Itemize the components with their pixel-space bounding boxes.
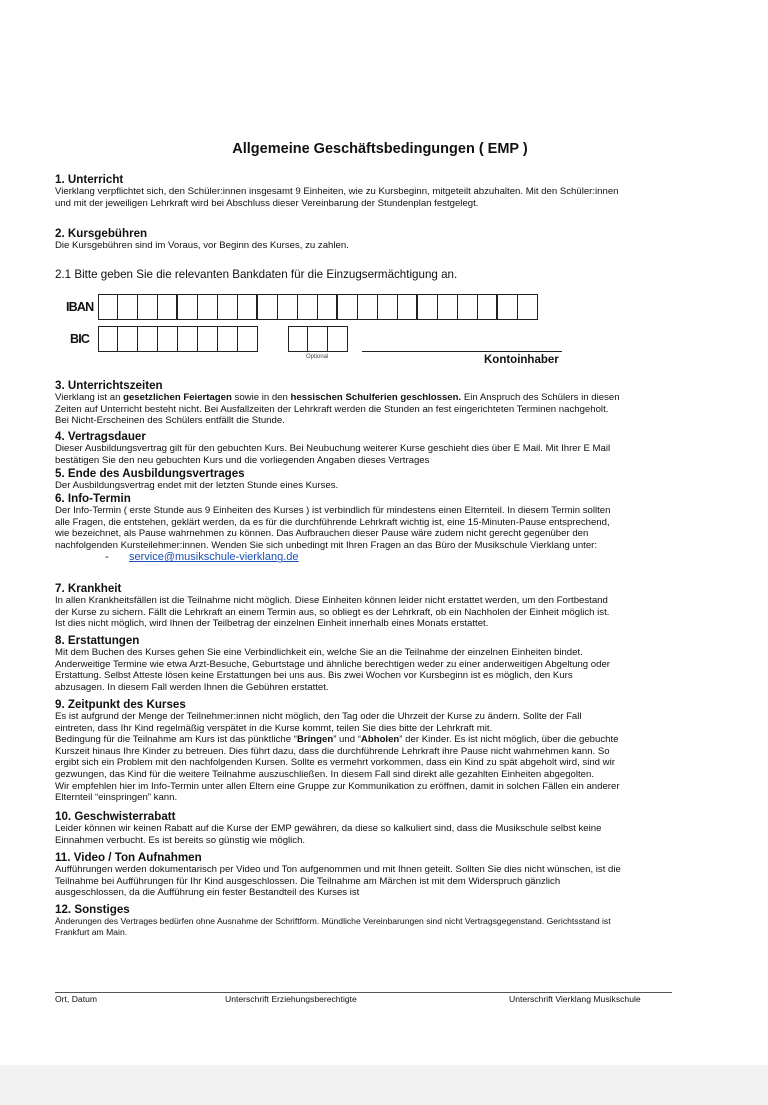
bic-field[interactable]: [98, 326, 258, 352]
text-span: Ein Anspruch des Schülers in diesen: [461, 392, 620, 403]
section-text-line: Wir empfehlen hier im Info-Termin unter allen Eltern eine Gruppe zur Kommunikation zu eröffnen, damit in solchen Fällen ein anderer: [55, 780, 620, 792]
document-title: Allgemeine Geschäftsbedingungen ( EMP ): [232, 141, 528, 157]
bic-cell[interactable]: [328, 326, 348, 352]
iban-cell[interactable]: [418, 294, 438, 320]
section-text-line: alle Fragen, die entstehen, geklärt werden, da es für die durchführende Lehrkraft wichtig ist, eine 15-Minuten-Pause entsprechend,: [55, 516, 610, 528]
iban-cell[interactable]: [278, 294, 298, 320]
section-text-line: Einnahmen verbucht. Es ist bereits so günstig wie möglich.: [55, 834, 306, 846]
bold-span: Bringen: [296, 734, 334, 746]
school-signature-label: Unterschrift Vierklang Musikschule: [509, 994, 641, 1004]
section-text-line: Bei Nicht-Erscheinen des Schülers entfällt die Stunde.: [55, 415, 285, 427]
section-heading: 2. Kursgebühren: [55, 227, 148, 240]
iban-cell[interactable]: [338, 294, 358, 320]
section-text-line: Erstattung. Selbst Atteste lösen keine Erstattungen bei uns aus. Bis zwei Wochen vor Kursbeginn ist es möglich, den Kurs: [55, 670, 573, 682]
section-text-line: Kurszeit hinaus Ihre Kinder zu betreuen. Dies führt dazu, dass die durchführende Lehrkraft ihre Pause nicht wahrnehmen kann. So: [55, 745, 610, 757]
iban-cell[interactable]: [238, 294, 258, 320]
section-vertragsdauer: [55, 430, 680, 466]
bic-label: BIC: [70, 332, 90, 346]
iban-field[interactable]: [98, 294, 538, 320]
section-heading: 8. Erstattungen: [55, 634, 140, 647]
section-text-line: Anderweitige Termine wie etwa Arzt-Besuche, Geburtstage und ähnliche berechtigen weder zu einer anderweitigen Abgeltung oder: [55, 658, 611, 670]
section-heading: 12. Sonstiges: [55, 903, 130, 916]
section-text-line: [55, 734, 680, 746]
section-text-line: eintreten, dass Ihr Kind regelmäßig verspätet in die Kurse kommt, teilen Sie dies bitte der Lehrkraft mit.: [55, 722, 493, 734]
email-link[interactable]: service@musikschule-vierklang.de: [129, 551, 299, 564]
section-text-line: wie bezeichnet, als Pause wahrnehmen zu können. Das Aufbrauchen dieser Pause wäre zudem nicht gerecht gegenüber den: [55, 528, 589, 540]
section-text-line: Die Kursgebühren sind im Voraus, vor Beginn des Kurses, zu zahlen.: [55, 240, 349, 251]
section-heading: 7. Krankheit: [55, 582, 122, 595]
iban-cell[interactable]: [178, 294, 198, 320]
place-date-label: Ort, Datum: [55, 994, 98, 1004]
section-text-line: Dieser Ausbildungsvertrag gilt für den gebuchten Kurs. Bei Neubuchung weiterer Kurse geschieht dies über E Mail. Mit Ihrer E Mail: [55, 443, 611, 454]
iban-cell[interactable]: [358, 294, 378, 320]
section-text-line: Der Info-Termin ( erste Stunde aus 9 Einheiten des Kurses ) ist verbindlich für mindestens einen Elternteil. In diesem Termin sollten: [55, 505, 611, 516]
iban-cell[interactable]: [218, 294, 238, 320]
iban-cell[interactable]: [138, 294, 158, 320]
email-bullet-line: [55, 551, 680, 564]
section-text-line: ergibt sich ein Problem mit den nachfolgenden Kursen. Sollte es vermehrt vorkommen, dass ein Kind zu spät abgeholt wird, sind wir: [55, 757, 615, 769]
section-text-line: Leider können wir keinen Rabatt auf die Kurse der EMP gewähren, da diese so kalkuliert sind, dass die Musikschule selbst keine: [55, 823, 602, 834]
iban-cell[interactable]: [438, 294, 458, 320]
section-text-line: Teilnahme bei Aufführungen für Ihr Kind ausgeschlossen. Die Teilnahme am Märchen ist mit dem Widerspruch gänzlich: [55, 875, 561, 887]
section-text-line: und mit der jeweiligen Lehrkraft wird bei Abschluss dieser Vereinbarung der Stundenplan festgelegt.: [55, 197, 479, 209]
section-unterrichtszeiten: [55, 379, 680, 427]
section-text-line: Zeiten auf Unterricht besteht nicht. Bei Ausfallzeiten der Lehrkraft werden die Stunden an fest eingerichteten Terminen nachgeholt.: [55, 403, 609, 415]
iban-cell[interactable]: [158, 294, 178, 320]
account-holder-label: Kontoinhaber: [484, 354, 559, 366]
bic-cell[interactable]: [308, 326, 328, 352]
section-text-line: Der Ausbildungsvertrag endet mit der letzten Stunde eines Kurses.: [55, 480, 339, 491]
iban-cell[interactable]: [258, 294, 278, 320]
iban-cell[interactable]: [378, 294, 398, 320]
section-text-line: In allen Krankheitsfällen ist die Teilnahme nicht möglich. Diese Einheiten können leider nicht erstattet werden, um den Fortbestand: [55, 595, 608, 606]
section-text-line: abzusagen. In diesem Fall werden Ihnen die Gebühren erstattet.: [55, 681, 329, 693]
bic-cell[interactable]: [198, 326, 218, 352]
text-span: ” der Kinder. Es ist nicht möglich, über die gebuchte: [399, 734, 619, 746]
section-heading: 9. Zeitpunkt des Kurses: [55, 698, 186, 711]
bic-cell[interactable]: [238, 326, 258, 352]
bold-span: gesetzlichen Feiertagen: [123, 392, 232, 403]
section-text-line: Elternteil “einspringen” kann.: [55, 792, 178, 804]
iban-label: IBAN: [66, 300, 94, 314]
iban-cell[interactable]: [498, 294, 518, 320]
section-text-line: Mit dem Buchen des Kurses gehen Sie eine Verbindlichkeit ein, welche Sie an die Teilnahme der einzelnen Einheiten bindet.: [55, 647, 583, 658]
bullet-dash: -: [105, 551, 109, 564]
section-heading: 10. Geschwisterrabatt: [55, 810, 176, 823]
iban-cell[interactable]: [398, 294, 418, 320]
section-erstattungen: [55, 634, 680, 693]
bold-span: hessischen Schulferien geschlossen.: [290, 392, 462, 403]
section-sonstiges: [55, 903, 680, 938]
section-heading: 1. Unterricht: [55, 173, 124, 186]
section-text-line: Vierklang verpflichtet sich, den Schüler:innen insgesamt 9 Einheiten, wie zu Kursbeginn, mitgeteilt abzuhalten. Mit den Schüler:innen: [55, 186, 619, 197]
text-span: Bedingung für die Teilnahme am Kurs ist das pünktliche “: [55, 734, 297, 746]
bic-cell[interactable]: [218, 326, 238, 352]
section-ende-ausbildungsvertrag: [55, 467, 680, 492]
section-text-line: gezwungen, das Kind für die weitere Teilnahme auszuschließen. In diesem Fall sind direkt alle gezahlten Einheiten abgegolten.: [55, 768, 595, 780]
iban-cell[interactable]: [118, 294, 138, 320]
text-span: sowie in den: [231, 392, 291, 403]
bic-cell[interactable]: [158, 326, 178, 352]
text-span: Vierklang ist an: [55, 392, 124, 403]
bic-cell[interactable]: [138, 326, 158, 352]
bic-cell[interactable]: [118, 326, 138, 352]
iban-cell[interactable]: [198, 294, 218, 320]
section-geschwisterrabatt: [55, 810, 680, 846]
section-text-line: Änderungen des Vertrages bedürfen ohne Ausnahme der Schriftform. Mündliche Vereinbarungen sind nicht Vertragsgegenstand. Gerichtsstand ist: [55, 916, 611, 926]
bic-optional-field[interactable]: [288, 326, 348, 352]
section-text-line: der Kurse zu sichern. Fällt die Lehrkraft an einem Termin aus, so obliegt es der Lehrkraft, ob ein Nachholen der Einheit möglich ist.: [55, 606, 610, 618]
bank-intro-text: 2.1 Bitte geben Sie die relevanten Bankdaten für die Einzugsermächtigung an.: [55, 268, 458, 281]
section-text-line: ausgeschlossen, da die Aufführung ein fester Bestandteil des Kurses ist: [55, 887, 360, 899]
page-bottom-margin: [0, 1065, 768, 1105]
section-text-line: Ist dies nicht möglich, wird Ihnen der Teilbetrag der einzelnen Einheit innerhalb eines Monats erstattet.: [55, 618, 489, 630]
section-heading: 6. Info-Termin: [55, 492, 131, 505]
signature-line[interactable]: [55, 992, 672, 993]
bic-cell[interactable]: [178, 326, 198, 352]
section-text-line: Frankfurt am Main.: [55, 927, 128, 937]
section-text-line: bestätigen Sie den neu gebuchten Kurs und die vorliegenden Angaben dieses Vertrages: [55, 454, 430, 466]
optional-label: Optional: [306, 354, 329, 360]
section-heading: 4. Vertragsdauer: [55, 430, 146, 443]
bold-span: Abholen: [360, 734, 400, 746]
iban-cell[interactable]: [458, 294, 478, 320]
section-zeitpunkt: [55, 698, 680, 804]
account-holder-line[interactable]: [362, 351, 562, 352]
iban-cell[interactable]: [518, 294, 538, 320]
iban-cell[interactable]: [298, 294, 318, 320]
section-info-termin: [55, 492, 680, 564]
text-span: ” und “: [333, 734, 361, 746]
section-heading: 11. Video / Ton Aufnahmen: [55, 851, 202, 864]
guardian-signature-label: Unterschrift Erziehungsberechtigte: [225, 994, 357, 1004]
section-text-line: Aufführungen werden dokumentarisch per Video und Ton aufgenommen und mit Ihnen geteilt. Sollten Sie dies nicht wünschen, ist die: [55, 864, 621, 875]
section-unterricht: [55, 173, 680, 209]
section-krankheit: [55, 582, 680, 630]
section-heading: 5. Ende des Ausbildungsvertrages: [55, 467, 245, 480]
bic-cell[interactable]: [98, 326, 118, 352]
iban-cell[interactable]: [318, 294, 338, 320]
iban-cell[interactable]: [478, 294, 498, 320]
section-heading: 3. Unterrichtszeiten: [55, 379, 163, 392]
bic-cell[interactable]: [288, 326, 308, 352]
section-text-line: nachfolgenden Kursteilehmer:innen. Wenden Sie sich unbedingt mit Ihren Fragen an das Büro der Musikschule Vierklang unter:: [55, 539, 598, 551]
section-text-line: [55, 392, 680, 404]
iban-cell[interactable]: [98, 294, 118, 320]
section-text-line: Es ist aufgrund der Menge der Teilnehmer:innen nicht möglich, den Tag oder die Uhrzeit der Kurse zu ändern. Sollte der Fall: [55, 711, 582, 722]
section-video-ton: [55, 851, 680, 899]
section-kursgebuehren: [55, 227, 680, 252]
